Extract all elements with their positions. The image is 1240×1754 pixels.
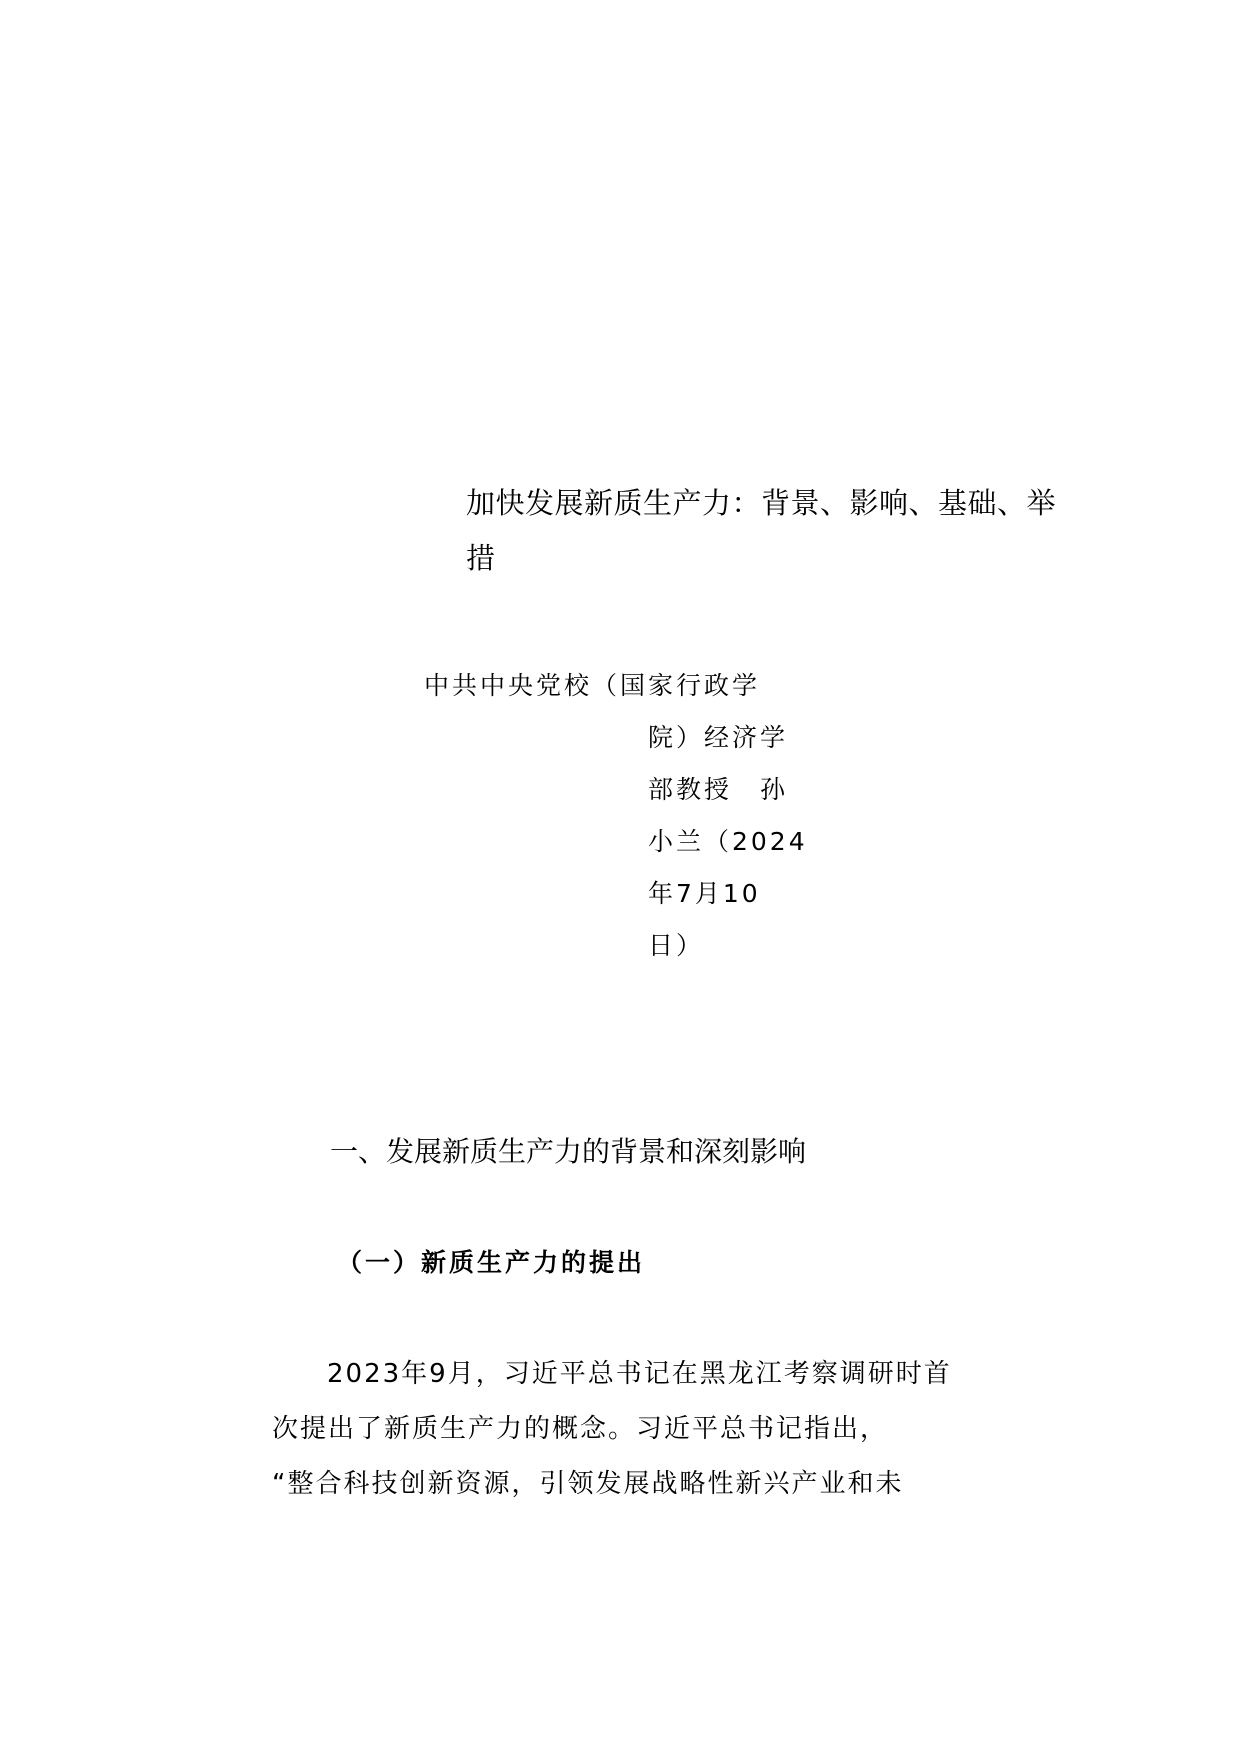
byline-line-4: 小兰（2024 [648,827,808,856]
paragraph-line-1: 2023年9月，习近平总书记在黑龙江考察调研时首 [327,1359,952,1389]
byline-line-5: 年7月10 [648,879,761,908]
sub-heading: （一）新质生产力的提出 [337,1248,646,1277]
byline-line-1: 中共中央党校（国家行政学 [424,671,761,700]
byline-line-2: 院）经济学 [648,723,789,752]
document-title [466,476,1066,586]
title-line-2: 措 [466,541,496,575]
paragraph-line-3: “整合科技创新资源，引领发展战略性新兴产业和未 [272,1469,904,1499]
paragraph-line-2: 次提出了新质生产力的概念。习近平总书记指出， [272,1414,889,1444]
title-line-1: 加快发展新质生产力：背景、影响、基础、举 [466,486,1057,520]
byline-line-6: 日） [648,931,705,960]
byline-line-3: 部教授 孙 [648,775,789,804]
section-heading: 一、发展新质生产力的背景和深刻影响 [330,1135,807,1168]
